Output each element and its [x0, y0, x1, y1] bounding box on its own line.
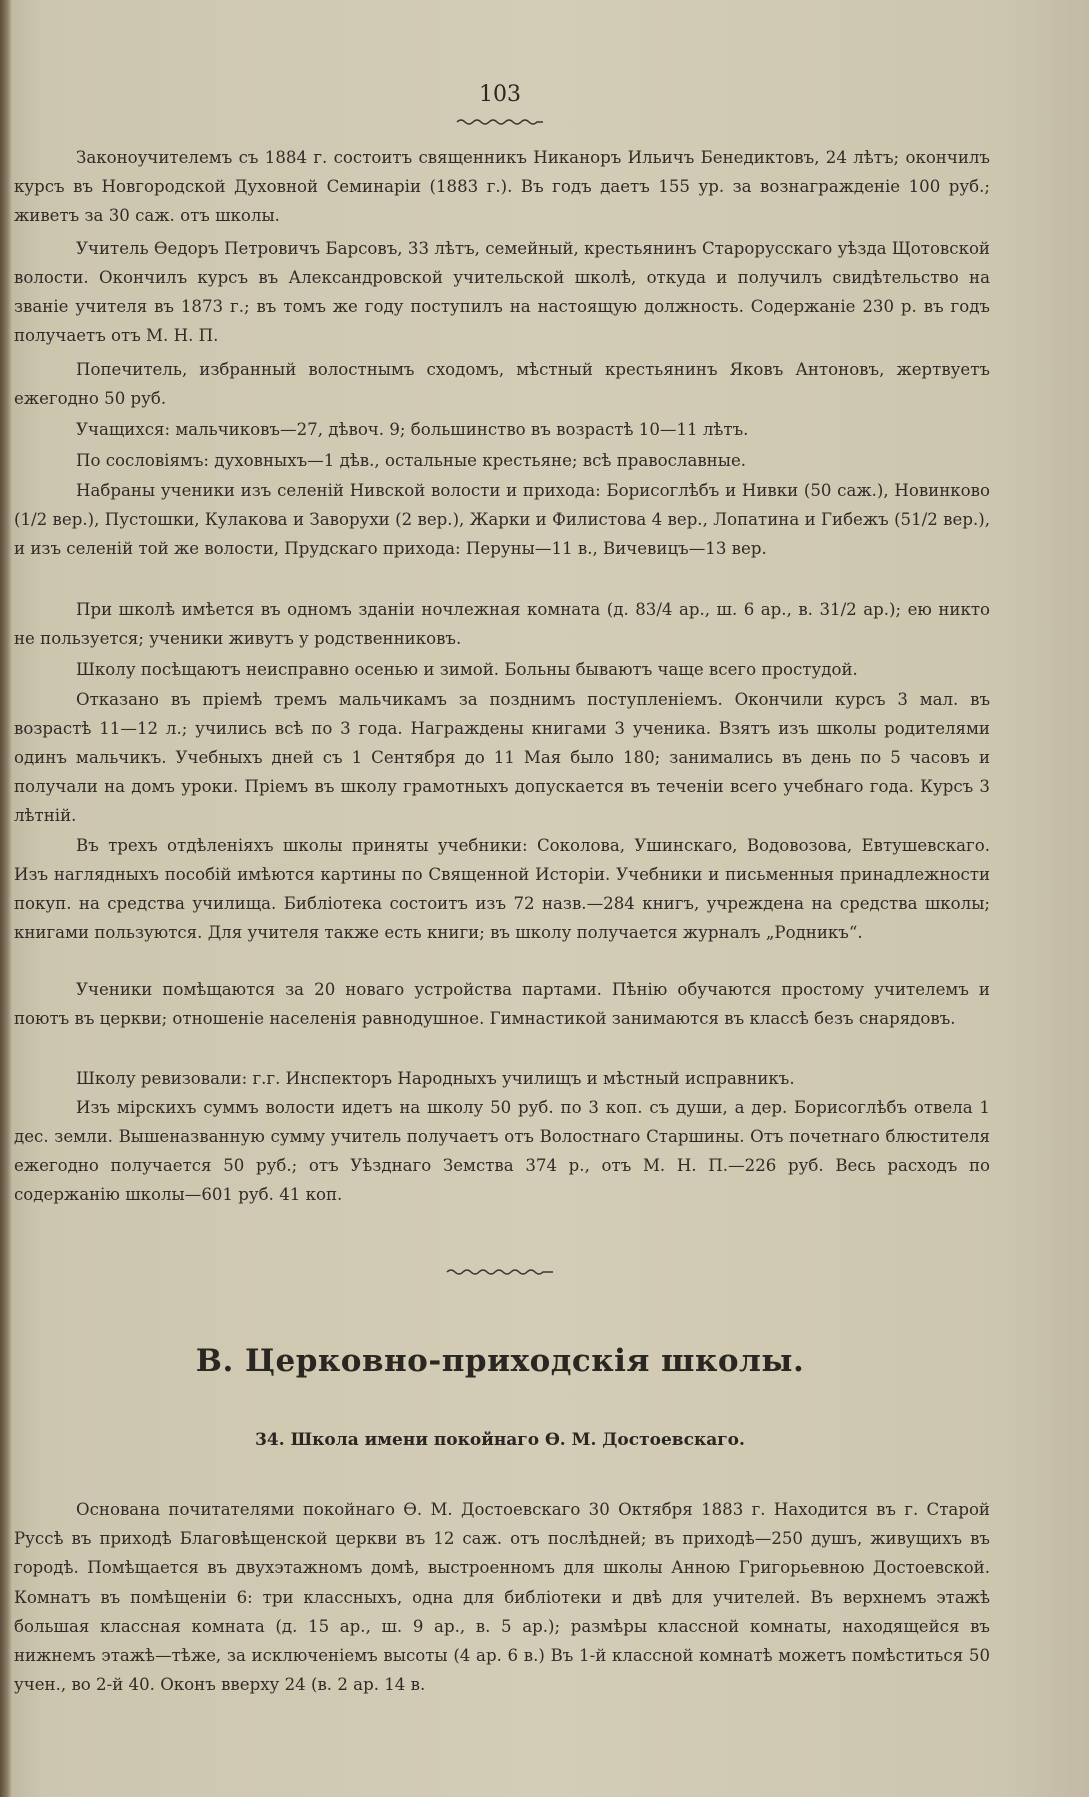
paragraph-inspection: Школу ревизовали: г.г. Инспекторъ Народныхъ училищъ и мѣстный исправникъ. [76, 1069, 795, 1088]
paragraph-villages: Набраны ученики изъ селеній Нивской волости и прихода: Борисоглѣбъ и Нивки (50 саж.), Новинково (1/2 вер.), Пустошки, Кулакова и Заворухи (2 вер.), Жарки и Филистова 4 вер., Лопатина и Гибежъ (51/2 вер.), и изъ селеній той же волости, Прудскаго прихода: Перуны—11 в., Вичевицъ—13 вер. [14, 481, 990, 558]
paragraph-dormitory: При школѣ имѣется въ одномъ зданіи ночлежная комната (д. 83/4 ар., ш. 6 ар., в. 31/2 ар.); ею никто не пользуется; ученики живутъ у родственниковъ. [14, 600, 990, 648]
paragraph-trustee: Попечитель, избранный волостнымъ сходомъ, мѣстный крестьянинъ Яковъ Антоновъ, жертвуетъ ежегодно 50 руб. [14, 360, 990, 408]
page-number: 103 [479, 82, 521, 107]
paragraph-teacher: Учитель Ѳедоръ Петровичъ Барсовъ, 33 лѣтъ, семейный, крестьянинъ Старорусскаго уѣзда Щотовской волости. Окончилъ курсъ въ Александровской учительской школѣ, откуда и получилъ свидѣтельство на званіе учителя въ 1873 г.; въ томъ же году поступилъ на настоящую должность. Содержаніе 230 р. въ годъ получаетъ отъ М. Н. П. [14, 239, 990, 345]
school-heading: 34. Школа имени покойнаго Ѳ. М. Достоевскаго. [255, 1430, 745, 1450]
paragraph-admission: Отказано въ пріемѣ тремъ мальчикамъ за позднимъ поступленіемъ. Окончили курсъ 3 мал. въ возрастѣ 11—12 л.; учились всѣ по 3 года. Награждены книгами 3 ученика. Взятъ изъ школы родителями одинъ мальчикъ. Учебныхъ дней съ 1 Сентября до 11 Мая было 180; занимались въ день по 5 часовъ и получали на домъ уроки. Пріемъ въ школу грамотныхъ допускается въ теченіи всего учебнаго года. Курсъ 3 лѣтній. [14, 690, 990, 825]
middle-ornament [0, 1263, 1000, 1281]
paragraph-dostoevsky-school: Основана почитателями покойнаго Ѳ. М. Достоевскаго 30 Октября 1883 г. Находится въ г. Старой Руссѣ въ приходѣ Благовѣщенской церкви въ 12 саж. отъ послѣдней; въ приходѣ—250 душъ, живущихъ въ городѣ. Помѣщается въ двухэтажномъ домѣ, выстроенномъ для школы Анною Григорьевною Достоевской. Комнатъ въ помѣщеніи 6: три классныхъ, одна для библіотеки и двѣ для учителей. Въ верхнемъ этажѣ большая классная комната (д. 15 ар., ш. 9 ар., в. 5 ар.); размѣры классной комнаты, находящейся въ нижнемъ этажѣ—тѣже, за исключеніемъ высоты (4 ар. 6 в.) Въ 1-й классной комнатѣ можетъ помѣститься 50 учен., во 2-й 40. Оконъ вверху 24 (в. 2 ар. 14 в. [14, 1500, 990, 1695]
paragraph-students: Учащихся: мальчиковъ—27, дѣвоч. 9; большинство въ возрастѣ 10—11 лѣтъ. [76, 420, 749, 439]
paragraph-estates: По сословіямъ: духовныхъ—1 дѣв., остальные крестьяне; всѣ православные. [76, 451, 747, 470]
book-spine-shadow [0, 0, 12, 1797]
top-ornament [0, 113, 1000, 131]
paragraph-funding: Изъ мірскихъ суммъ волости идетъ на школу 50 руб. по 3 коп. съ души, а дер. Борисоглѣбъ отвела 1 дес. земли. Вышеназванную сумму учитель получаетъ отъ Волостнаго Старшины. Отъ почетнаго блюстителя ежегодно получается 50 руб.; отъ Уѣзднаго Земства 374 р., отъ М. Н. П.—226 руб. Весь расходъ по содержанію школы—601 руб. 41 коп. [14, 1098, 990, 1204]
paragraph-attendance: Школу посѣщаютъ неисправно осенью и зимой. Больны бываютъ чаще всего простудой. [76, 660, 858, 679]
paragraph-desks-singing: Ученики помѣщаются за 20 новаго устройства партами. Пѣнію обучаются простому учителемъ и поютъ въ церкви; отношеніе населенія равнодушное. Гимнастикой занимаются въ классѣ безъ снарядовъ. [14, 980, 990, 1028]
paragraph-teacher-of-law: Законоучителемъ съ 1884 г. состоитъ священникъ Никаноръ Ильичъ Бенедиктовъ, 24 лѣтъ; окончилъ курсъ въ Новгородской Духовной Семинаріи (1883 г.). Въ годъ даетъ 155 ур. за вознагражденіе 100 руб.; живетъ за 30 саж. отъ школы. [14, 148, 990, 225]
section-heading: В. Церковно-приходскія школы. [195, 1343, 805, 1379]
paragraph-textbooks: Въ трехъ отдѣленіяхъ школы приняты учебники: Соколова, Ушинскаго, Водовозова, Евтушевскаго. Изъ наглядныхъ пособій имѣются картины по Священной Исторіи. Учебники и письменныя принадлежности покуп. на средства училища. Библіотека состоитъ изъ 72 назв.—284 книгъ, учреждена на средства школы; книгами пользуются. Для учителя также есть книги; въ школу получается журналъ „Родникъ“. [14, 836, 990, 942]
